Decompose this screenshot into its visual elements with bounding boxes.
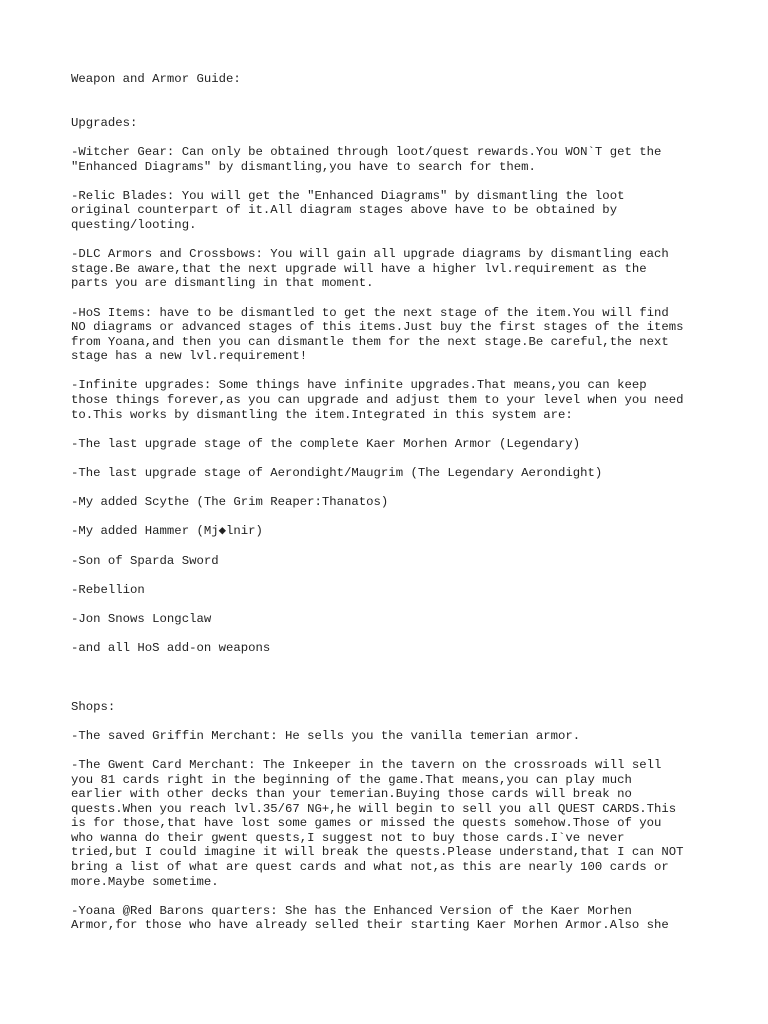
text-line: you 81 cards right in the beginning of the game.That means,you can play much xyxy=(71,772,632,787)
text-line: parts you are dismantling in that moment. xyxy=(71,276,374,291)
text-line: -Relic Blades: You will get the "Enhanced Diagrams" by dismantling the loot xyxy=(71,188,625,203)
list-item: -Son of Sparda Sword xyxy=(71,553,219,568)
text-line: -DLC Armors and Crossbows: You will gain all upgrade diagrams by dismantling each xyxy=(71,247,669,262)
text-line: -Infinite upgrades: Some things have infinite upgrades.That means,you can keep xyxy=(71,378,647,393)
paragraph-gwent-merchant xyxy=(71,758,731,889)
text-line: who wanna do their gwent quests,I suggest not to buy those cards.I`ve never xyxy=(71,830,625,845)
text-line: stage.Be aware,that the next upgrade will have a higher lvl.requirement as the xyxy=(71,261,647,276)
upgrades-section xyxy=(71,116,731,656)
list-item: -Rebellion xyxy=(71,582,145,597)
text-line: is for those,that have lost some games or missed the quests somehow.Those of you xyxy=(71,816,662,831)
text-line: quests.When you reach lvl.35/67 NG+,he will begin to sell you all QUEST CARDS.This xyxy=(71,801,677,816)
text-line: bring a list of what are quest cards and what not,as this are nearly 100 cards or xyxy=(71,860,669,875)
text-line: -Yoana @Red Barons quarters: She has the Enhanced Version of the Kaer Morhen xyxy=(71,903,632,918)
list-item: -My added Hammer (Mj◆lnir) xyxy=(71,524,263,539)
document-body xyxy=(71,72,731,933)
list-item: -My added Scythe (The Grim Reaper:Thanatos) xyxy=(71,495,389,510)
infinite-upgrade-list xyxy=(71,437,731,656)
paragraph-relic-blades xyxy=(71,189,731,233)
list-item: -and all HoS add-on weapons xyxy=(71,641,271,656)
list-item: -Jon Snows Longclaw xyxy=(71,611,212,626)
text-line: tried,but I could imagine it will break the quests.Please understand,that I can NOT xyxy=(71,845,684,860)
list-item: -The last upgrade stage of the complete Kaer Morhen Armor (Legendary) xyxy=(71,436,581,451)
text-line: -The Gwent Card Merchant: The Inkeeper in the tavern on the crossroads will sell xyxy=(71,757,662,772)
paragraph-griffin-merchant xyxy=(71,729,731,744)
shops-section xyxy=(71,700,731,934)
text-line: Armor,for those who have already selled their starting Kaer Morhen Armor.Also she xyxy=(71,918,669,933)
text-line: earlier with other decks than your temerian.Buying those cards will break no xyxy=(71,787,632,802)
text-line: -The saved Griffin Merchant: He sells you the vanilla temerian armor. xyxy=(71,728,581,743)
text-line: more.Maybe sometime. xyxy=(71,874,219,889)
paragraph-dlc-armors xyxy=(71,247,731,291)
text-line: -HoS Items: have to be dismantled to get the next stage of the item.You will find xyxy=(71,305,669,320)
text-line: questing/looting. xyxy=(71,217,197,232)
text-line: original counterpart of it.All diagram stages above have to be obtained by xyxy=(71,203,618,218)
text-line: to.This works by dismantling the item.Integrated in this system are: xyxy=(71,407,573,422)
paragraph-witcher-gear xyxy=(71,145,731,174)
list-item: -The last upgrade stage of Aerondight/Maugrim (The Legendary Aerondight) xyxy=(71,466,603,481)
upgrades-heading: Upgrades: xyxy=(71,115,138,130)
paragraph-infinite-upgrades xyxy=(71,378,731,422)
text-line: those things forever,as you can upgrade and adjust them to your level when you need xyxy=(71,393,684,408)
text-line: from Yoana,and then you can dismantle them for the next stage.Be careful,the next xyxy=(71,334,669,349)
paragraph-hos-items xyxy=(71,306,731,364)
text-line: "Enhanced Diagrams" by dismantling,you have to search for them. xyxy=(71,159,536,174)
shops-heading: Shops: xyxy=(71,699,116,714)
document-title: Weapon and Armor Guide: xyxy=(71,72,241,86)
paragraph-yoana xyxy=(71,904,731,933)
text-line: NO diagrams or advanced stages of this items.Just buy the first stages of the items xyxy=(71,320,684,335)
text-line: -Witcher Gear: Can only be obtained through loot/quest rewards.You WON`T get the xyxy=(71,144,662,159)
text-line: stage has a new lvl.requirement! xyxy=(71,349,308,364)
